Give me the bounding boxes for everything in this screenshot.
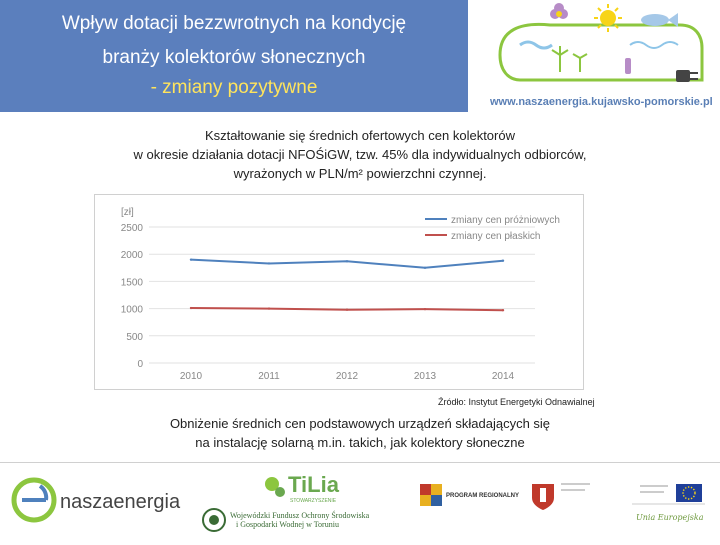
chart-description-line-2: w okresie działania dotacji NFOŚiGW, tzw. 45% dla indywidualnych odbiorców, [133, 147, 587, 162]
website-url: www.naszaenergia.kujawsko-pomorskie.pl [490, 96, 713, 108]
title-line-3: - zmiany pozytywne [150, 77, 318, 98]
wave-icon [520, 42, 552, 48]
fund-name-line-1: Wojewódzki Fundusz Ochrony Środowiska [230, 511, 370, 520]
data-point [346, 260, 348, 262]
logo-outline [500, 24, 702, 80]
data-point [502, 260, 504, 262]
program-regionalny-logo-icon [420, 484, 442, 506]
fund-name-line-2: i Gospodarki Wodnej w Toruniu [236, 520, 339, 529]
chart-description-line-3: wyrażonych w PLN/m² powierzchni czynnej. [233, 166, 487, 181]
y-tick-label: 2500 [120, 223, 143, 234]
data-point [424, 308, 426, 310]
legend-label: zmiany cen próżniowych [451, 215, 560, 226]
x-tick-label: 2011 [258, 371, 280, 382]
conclusion-line-1: Obniżenie średnich cen podstawowych urządzeń składających się [169, 416, 551, 431]
eu-signature: Unia Europejska [636, 513, 704, 522]
flower-icon [550, 3, 568, 19]
bottle-icon [625, 58, 631, 74]
data-point [190, 258, 192, 260]
x-tick-label: 2010 [179, 371, 203, 382]
source-note: Źródło: Instytut Energetyki Odnawialnej [438, 397, 595, 407]
y-tick-label: 0 [137, 359, 143, 370]
x-tick-label: 2012 [335, 371, 359, 382]
legend-label: zmiany cen płaskich [451, 231, 541, 242]
y-tick-label: 1500 [120, 277, 143, 289]
eu-flag-icon [676, 484, 702, 502]
data-point [424, 267, 426, 269]
fund-emblem-icon [203, 509, 225, 531]
data-point [190, 307, 192, 309]
naszaenergia-logo-text: naszaenergia [60, 491, 181, 513]
regional-crest-icon [532, 484, 554, 510]
price-chart [94, 194, 584, 390]
title-line-1: Wpływ dotacji bezzwrotnych na kondycję [61, 13, 407, 34]
title-banner [0, 0, 468, 112]
y-tick-label: 2000 [120, 250, 143, 262]
chart-svg [95, 195, 583, 389]
data-point [502, 309, 504, 311]
sun-icon [594, 4, 622, 32]
data-point [268, 262, 270, 264]
naszaenergia-logo-icon [14, 480, 54, 520]
tilia-logo-subtitle: STOWARZYSZENIE [290, 498, 337, 504]
conclusion-line-2: na instalację solarną m.in. takich, jak kolektory słoneczne [195, 435, 525, 450]
wave-icon-2 [630, 42, 678, 48]
y-tick-label: 500 [126, 331, 143, 343]
x-tick-label: 2014 [491, 371, 515, 382]
tilia-logo-icon [265, 477, 285, 497]
chart-description-line-1: Kształtowanie się średnich ofertowych cen kolektorów [205, 128, 515, 143]
x-tick-label: 2013 [413, 371, 437, 382]
y-tick-label: 1000 [120, 304, 143, 316]
title-line-2: branży kolektorów słonecznych [102, 47, 366, 68]
tilia-logo-text: TiLia [288, 472, 339, 497]
data-point [346, 308, 348, 310]
program-regionalny-text: PROGRAM REGIONALNY [446, 493, 520, 499]
data-point [268, 307, 270, 309]
y-unit-label: [zł] [121, 207, 134, 218]
footer-divider [0, 462, 720, 463]
footer-logos [0, 464, 720, 540]
wind-turbine-icon [552, 46, 587, 72]
